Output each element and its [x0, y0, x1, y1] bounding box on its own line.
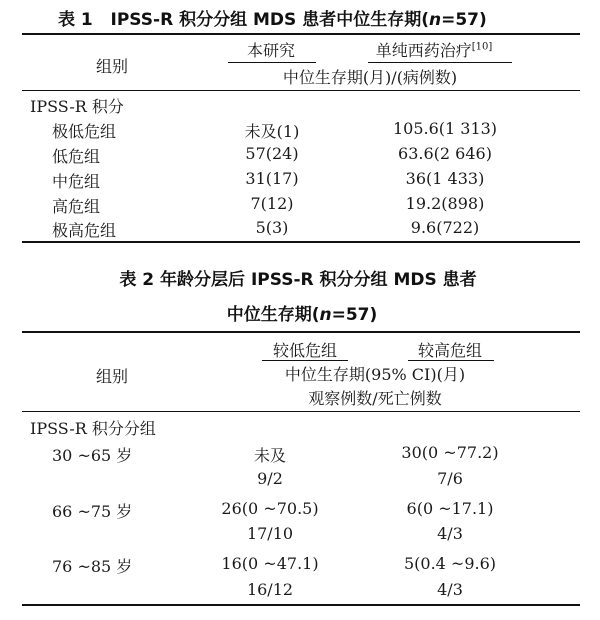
table2-bottom-rule: [22, 604, 580, 606]
table1-underline-this: [228, 62, 316, 63]
table2-col-high: 较高危组: [417, 341, 483, 360]
table1-row-ref: 105.6(1 313): [392, 119, 498, 138]
table2-row-low-counts: 17/10: [246, 524, 294, 543]
table2-row-high-median: 6(0 ~17.1): [406, 499, 494, 518]
table1-mid-rule: [22, 90, 580, 91]
table1-row-this: 未及(1): [244, 122, 300, 141]
table1-row-ref: 9.6(722): [410, 218, 480, 237]
table1-row-ref: 36(1 433): [405, 169, 485, 188]
table2-row-high-counts: 4/3: [437, 580, 463, 599]
table2-row-low-counts: 9/2: [257, 469, 283, 488]
table1-row-this: 7(12): [250, 194, 294, 213]
table1-row-group: 极高危组: [52, 221, 117, 240]
table2-section-label: IPSS-R 积分分组: [30, 419, 156, 438]
table2-row-high-counts: 7/6: [437, 469, 463, 488]
table2-subheader2: 观察例数/死亡例数: [308, 389, 442, 408]
table2-title-suffix: =57): [331, 305, 378, 325]
table2-underline-high: [408, 360, 494, 361]
table2-col-group: 组别: [95, 367, 129, 386]
table1-title: [58, 5, 487, 30]
table1-row-ref: 19.2(898): [405, 194, 485, 213]
table2-row-low-median: 未及: [253, 446, 287, 465]
table2-row-age: 30 ~65 岁: [52, 446, 133, 465]
table1-row-ref: 63.6(2 646): [398, 144, 492, 163]
table2-row-high-median: 30(0 ~77.2): [401, 443, 499, 462]
table1-col-single-center: [376, 38, 493, 61]
table1-col-single-center-label: 单纯西药治疗: [375, 41, 472, 60]
table2-title-n: n: [319, 305, 332, 325]
table1-row-this: 57(24): [245, 144, 299, 163]
table1-bottom-rule: [22, 241, 580, 243]
table2-top-rule: [22, 331, 580, 333]
table1-col-group: 组别: [95, 57, 129, 76]
table1-row-this: 5(3): [255, 218, 289, 237]
table1-title-n: n: [428, 10, 442, 30]
table1-row-group: 低危组: [52, 147, 101, 166]
table2-row-high-counts: 4/3: [437, 524, 463, 543]
table2-row-low-median: 26(0 ~70.5): [221, 499, 319, 518]
table2-underline-low: [262, 360, 348, 361]
table1-row-this: 31(17): [245, 169, 299, 188]
table2-title-main: 中位生存期(: [226, 305, 320, 325]
table1-col-this-study: 本研究: [246, 41, 296, 60]
table1-title-prefix: 表 1: [58, 10, 93, 30]
table1-row-group: 极低危组: [52, 122, 117, 141]
table2-row-high-median: 5(0.4 ~9.6): [403, 554, 497, 573]
table1-underline-ref: [368, 62, 512, 63]
table2-row-age: 76 ~85 岁: [52, 557, 133, 576]
table1-title-main: IPSS-R 积分分组 MDS 患者中位生存期(: [110, 10, 429, 30]
table1-section-label: IPSS-R 积分: [30, 97, 124, 116]
table1-col-single-center-ref: [10]: [471, 41, 493, 53]
table2-mid-rule: [22, 411, 580, 412]
table2-row-low-counts: 16/12: [246, 580, 294, 599]
table2-title-line1: 表 2 年龄分层后 IPSS-R 积分分组 MDS 患者: [119, 270, 477, 290]
table2-subheader1: 中位生存期(95% CI)(月): [284, 365, 466, 384]
table2-title-line2: [227, 300, 378, 325]
table1-title-suffix: =57): [441, 10, 487, 30]
table1-top-rule: [22, 33, 580, 35]
table1-row-group: 中危组: [52, 172, 101, 191]
table2-row-age: 66 ~75 岁: [52, 502, 133, 521]
table1-subheader: 中位生存期(月)/(病例数): [282, 68, 458, 87]
table2-row-low-median: 16(0 ~47.1): [221, 554, 319, 573]
table1-row-group: 高危组: [52, 197, 101, 216]
table2-col-low: 较低危组: [272, 341, 338, 360]
